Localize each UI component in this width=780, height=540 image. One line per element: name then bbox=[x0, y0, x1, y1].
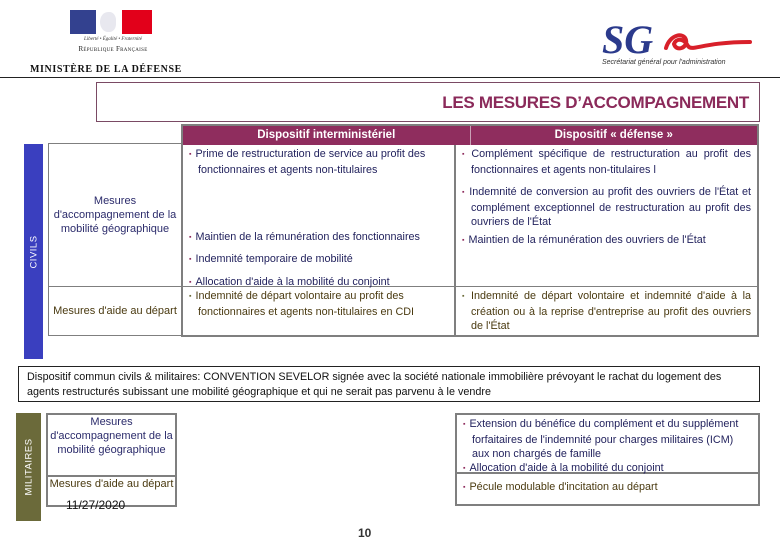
militaires-departure-cell bbox=[457, 474, 758, 504]
list-item: ▪ Extension du bénéfice du complément et du supplément forfaitaires de l'indemnité pour charges militaires (ICM) aux non chargés de famille bbox=[463, 417, 752, 461]
list-item: ▪ Pécule modulable d'incitation au départ bbox=[463, 480, 752, 496]
civils-categories bbox=[48, 143, 181, 336]
list-item: ▪ Complément spécifique de restructuration au profit des fonctionnaires et agents non-titulaires l bbox=[462, 147, 751, 177]
header-divider bbox=[0, 77, 780, 78]
sga-logo: SG bbox=[602, 17, 654, 62]
page-title: LES MESURES D’ACCOMPAGNEMENT bbox=[442, 93, 749, 112]
list-item: ▪ Allocation d'aide à la mobilité du conjoint bbox=[189, 275, 448, 291]
list-item: ▪ Indemnité de départ volontaire au profit des fonctionnaires et agents non-titulaires en CDI bbox=[189, 289, 448, 319]
table-row bbox=[183, 145, 757, 287]
militaires-category-mobility: Mesures d'accompagnement de la mobilité géographique bbox=[48, 415, 175, 477]
interministeriel-departure-cell bbox=[183, 287, 456, 335]
republic-motto: Liberté • Égalité • Fraternité bbox=[84, 37, 142, 42]
list-item: ▪ Indemnité de départ volontaire et indemnité d'aide à la création ou à la reprise d'entreprise au profit des ouvriers de l'État bbox=[462, 289, 751, 333]
defense-mobility-cell bbox=[456, 145, 757, 287]
table-header bbox=[183, 126, 757, 145]
militaires-label: MILITAIRES bbox=[23, 438, 34, 496]
civils-measures-table bbox=[181, 124, 759, 337]
slide-date: 11/27/2020 bbox=[66, 498, 126, 512]
civils-label-bar bbox=[24, 144, 43, 359]
sga-subtitle: Secrétariat général pour l'administration bbox=[602, 59, 726, 66]
column-header-interministeriel: Dispositif interministériel bbox=[183, 126, 471, 145]
interministeriel-mobility-cell bbox=[183, 145, 456, 287]
list-item: ▪ Maintien de la rémunération des fonctionnaires bbox=[189, 230, 448, 246]
republique-francaise-logo bbox=[70, 10, 152, 34]
list-item: ▪ Allocation d'aide à la mobilité du conjoint bbox=[463, 461, 752, 477]
militaires-categories bbox=[46, 413, 177, 507]
list-item: ▪ Prime de restructuration de service au profit des fonctionnaires et agents non-titulaires bbox=[189, 147, 448, 177]
sga-swoosh-icon bbox=[662, 26, 752, 54]
title-box bbox=[96, 82, 760, 122]
militaires-measures bbox=[455, 413, 760, 506]
page-number: 10 bbox=[358, 526, 372, 540]
ministry-name: MINISTÈRE DE LA DÉFENSE bbox=[30, 64, 182, 75]
militaires-mobility-cell bbox=[457, 415, 758, 474]
common-measure-box: Dispositif commun civils & militaires: CONVENTION SEVELOR signée avec la société nationale immobilière prévoyant le rachat du logement des agents restructurés subissant une mobilité géographique et qui ne serait pas parvenu à le vendre bbox=[18, 366, 760, 402]
list-item: ▪ Maintien de la rémunération des ouvriers de l'État bbox=[462, 233, 751, 249]
civils-label: CIVILS bbox=[28, 234, 39, 269]
list-item: ▪ Indemnité de conversion au profit des ouvriers de l'État et complément exceptionnel de restructuration au profit des ouvriers de l'État bbox=[462, 185, 751, 229]
table-row bbox=[183, 287, 757, 335]
civils-category-departure: Mesures d'aide au départ bbox=[53, 305, 177, 317]
republic-name: République Française bbox=[78, 45, 148, 53]
militaires-label-bar bbox=[16, 413, 41, 521]
defense-departure-cell bbox=[456, 287, 757, 335]
column-header-defense: Dispositif « défense » bbox=[554, 129, 673, 141]
civils-category-mobility: Mesures d'accompagnement de la mobilité géographique bbox=[49, 144, 181, 287]
militaires-category-departure: Mesures d'aide au départ bbox=[49, 478, 174, 490]
list-item: ▪ Indemnité temporaire de mobilité bbox=[189, 252, 448, 268]
